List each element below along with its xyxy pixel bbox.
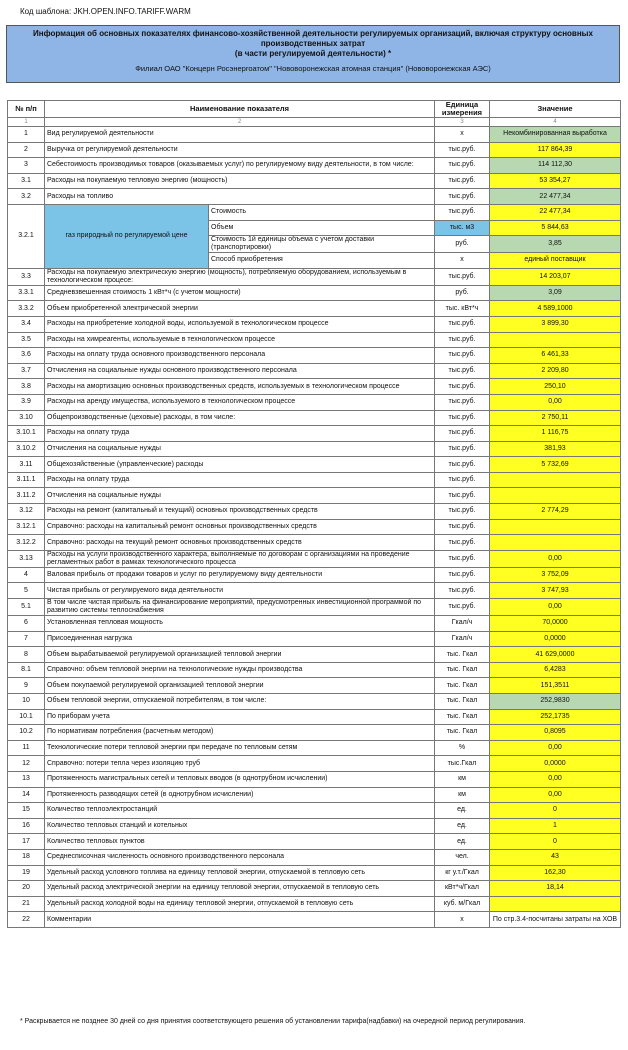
row-name: По нормативам потребления (расчетным методом) [45, 725, 435, 741]
row-value: 0,00 [490, 771, 621, 787]
row-unit: тыс. Гкал [435, 647, 490, 663]
table-row [8, 158, 621, 174]
row-value: 0,8095 [490, 725, 621, 741]
row-value: 252,9830 [490, 694, 621, 710]
row-value: 6,4283 [490, 662, 621, 678]
row-unit: тыс.руб. [435, 550, 490, 567]
table-row [8, 472, 621, 488]
row-number: 12 [8, 756, 45, 772]
row-name: Удельный расход условного топлива на единицу тепловой энергии, отпускаемой в тепловую сеть [45, 865, 435, 881]
table-row [8, 285, 621, 301]
table-row [8, 834, 621, 850]
table-row [8, 787, 621, 803]
row-number: 3.3.2 [8, 301, 45, 317]
table-row [8, 173, 621, 189]
fuel-sub-value: 5 844,63 [490, 220, 621, 236]
table-row [8, 662, 621, 678]
row-value: 53 354,27 [490, 173, 621, 189]
row-unit: тыс. Гкал [435, 662, 490, 678]
row-name: Расходы на амортизацию основных производственных средств, используемых в технологическом процессе [45, 379, 435, 395]
table-row [8, 426, 621, 442]
row-value: 0,0000 [490, 756, 621, 772]
row-value: 117 864,39 [490, 142, 621, 158]
table-row [8, 616, 621, 632]
table-row [8, 709, 621, 725]
row-unit: тыс.руб. [435, 535, 490, 551]
row-number: 3.13 [8, 550, 45, 567]
row-number: 11 [8, 740, 45, 756]
row-number: 3 [8, 158, 45, 174]
row-value: 250,10 [490, 379, 621, 395]
row-number: 3.6 [8, 348, 45, 364]
row-name: Чистая прибыль от регулируемого вида деятельности [45, 583, 435, 599]
row-value: 41 629,0000 [490, 647, 621, 663]
row-value: 0,00 [490, 740, 621, 756]
table-row [8, 631, 621, 647]
row-name: Справочно: расходы на текущий ремонт основных производственных средств [45, 535, 435, 551]
row-name: Комментарии [45, 912, 435, 928]
table-row [8, 756, 621, 772]
footnote: * Раскрывается не позднее 30 дней со дня принятия соответствующего решения об установлении тарифа(надбавки) на очередной период регулирования. [20, 1018, 526, 1025]
row-name: В том числе чистая прибыль на финансирование мероприятий, предусмотренных инвестиционной программой по развитию системы теплоснабжения [45, 599, 435, 616]
row-name: Протяженность магистральных сетей и тепловых вводов (в однотрубном исчислении) [45, 771, 435, 787]
template-code: Код шаблона: JKH.OPEN.INFO.TARIFF.WARM [20, 7, 191, 16]
col-name-header: Наименование показателя [45, 101, 435, 118]
row-name: Справочно: расходы на капитальный ремонт основных производственных средств [45, 519, 435, 535]
table-row [8, 678, 621, 694]
report-subtitle: (в части регулируемой деятельности) * [234, 49, 392, 58]
table-row [8, 301, 621, 317]
row-value: 3,09 [490, 285, 621, 301]
row-name: Объем приобретенной электрической энергии [45, 301, 435, 317]
fuel-sub-unit: тыс. м3 [435, 220, 490, 236]
row-unit: тыс.руб. [435, 599, 490, 616]
row-unit: чел. [435, 849, 490, 865]
row-name: Протяженность разводящих сетей (в однотрубном исчислении) [45, 787, 435, 803]
col-index: 4 [490, 118, 621, 127]
row-value: 0,0000 [490, 631, 621, 647]
table-row [8, 865, 621, 881]
row-value: 1 116,75 [490, 426, 621, 442]
fuel-sub-value: 3,85 [490, 236, 621, 253]
table-row [8, 332, 621, 348]
row-value: 4 589,1000 [490, 301, 621, 317]
row-name: Технологические потери тепловой энергии при передаче по тепловым сетям [45, 740, 435, 756]
row-name: Удельный расход холодной воды на единицу тепловой энергии, отпускаемой в тепловую сеть [45, 896, 435, 912]
row-unit: куб. м/Гкал [435, 896, 490, 912]
row-number: 3.12 [8, 504, 45, 520]
organization-name: Филиал ОАО "Концерн Росэнергоатом" "Нововоронежская атомная станция" (Нововоронежская АЭС) [135, 64, 491, 73]
row-unit: тыс. Гкал [435, 694, 490, 710]
row-value: 0 [490, 834, 621, 850]
row-name: Присоединенная нагрузка [45, 631, 435, 647]
row-unit: тыс.руб. [435, 316, 490, 332]
row-value: 0,00 [490, 394, 621, 410]
row-value [490, 535, 621, 551]
row-unit: тыс. кВт*ч [435, 301, 490, 317]
row-unit: тыс.руб. [435, 504, 490, 520]
row-name: Валовая прибыль от продажи товаров и услуг по регулируемому виду деятельности [45, 567, 435, 583]
row-value: 3 752,09 [490, 567, 621, 583]
row-unit: тыс.руб. [435, 332, 490, 348]
row-number: 3.1 [8, 173, 45, 189]
row-unit: тыс.руб. [435, 173, 490, 189]
row-number: 16 [8, 818, 45, 834]
fuel-subrow [8, 204, 621, 220]
table-row [8, 379, 621, 395]
row-unit: тыс. Гкал [435, 725, 490, 741]
row-number: 3.4 [8, 316, 45, 332]
row-number: 7 [8, 631, 45, 647]
row-unit: ед. [435, 803, 490, 819]
row-value: 22 477,34 [490, 189, 621, 205]
fuel-sub-unit: х [435, 253, 490, 269]
row-value: 151,3511 [490, 678, 621, 694]
row-value: 14 203,07 [490, 268, 621, 285]
col-index: 3 [435, 118, 490, 127]
row-value: 3 899,30 [490, 316, 621, 332]
row-name: Отчисления на социальные нужды основного производственного персонала [45, 363, 435, 379]
row-name: Расходы на топливо [45, 189, 435, 205]
row-value [490, 488, 621, 504]
row-unit: кг у.т./Гкал [435, 865, 490, 881]
table-row [8, 550, 621, 567]
fuel-sub-label: Объем [209, 220, 435, 236]
row-value: 0,00 [490, 599, 621, 616]
row-value [490, 519, 621, 535]
table-row [8, 725, 621, 741]
fuel-sub-label: Способ приобретения [209, 253, 435, 269]
row-value [490, 896, 621, 912]
row-unit: км [435, 771, 490, 787]
row-number: 15 [8, 803, 45, 819]
row-number: 3.8 [8, 379, 45, 395]
row-unit: тыс.руб. [435, 583, 490, 599]
row-name: Количество тепловых пунктов [45, 834, 435, 850]
row-name: Расходы на химреагенты, используемые в технологическом процессе [45, 332, 435, 348]
row-number: 14 [8, 787, 45, 803]
row-name: Выручка от регулируемой деятельности [45, 142, 435, 158]
table-row [8, 189, 621, 205]
col-unit-header: Единица измерения [435, 101, 490, 118]
row-name: Расходы на покупаемую тепловую энергию (мощность) [45, 173, 435, 189]
table-row [8, 849, 621, 865]
report-title: Информация об основных показателях финансово-хозяйственной деятельности регулируемых организаций, включая структуру основных производственных затрат [33, 29, 593, 48]
row-unit: тыс.руб. [435, 519, 490, 535]
row-name: По приборам учета [45, 709, 435, 725]
row-name: Общехозяйственные (управленческие) расходы [45, 457, 435, 473]
table-row [8, 818, 621, 834]
table-row [8, 896, 621, 912]
row-unit: тыс.руб. [435, 567, 490, 583]
row-unit: кВт*ч/Гкал [435, 881, 490, 897]
fuel-sub-unit: руб. [435, 236, 490, 253]
row-number: 3.10.1 [8, 426, 45, 442]
row-number: 5.1 [8, 599, 45, 616]
table-row [8, 457, 621, 473]
row-number: 5 [8, 583, 45, 599]
row-unit: Гкал/ч [435, 616, 490, 632]
row-number: 3.11.2 [8, 488, 45, 504]
row-number: 18 [8, 849, 45, 865]
row-number: 20 [8, 881, 45, 897]
row-number: 1 [8, 127, 45, 143]
row-unit: х [435, 127, 490, 143]
row-number: 3.7 [8, 363, 45, 379]
row-value: 0 [490, 803, 621, 819]
row-unit: тыс.руб. [435, 363, 490, 379]
row-value: 381,93 [490, 441, 621, 457]
row-name: Отчисления на социальные нужды [45, 488, 435, 504]
row-number: 3.2 [8, 189, 45, 205]
row-name: Справочно: объем тепловой энергии на технологические нужды производства [45, 662, 435, 678]
row-number: 10.2 [8, 725, 45, 741]
table-row [8, 316, 621, 332]
row-unit: тыс.руб. [435, 158, 490, 174]
table-row [8, 519, 621, 535]
row-name: Расходы на приобретение холодной воды, используемой в технологическом процессе [45, 316, 435, 332]
row-name: Справочно: потери тепла через изоляцию труб [45, 756, 435, 772]
table-row [8, 803, 621, 819]
row-value: 162,30 [490, 865, 621, 881]
row-name: Объем вырабатываемой регулируемой организацией тепловой энергии [45, 647, 435, 663]
row-value [490, 472, 621, 488]
row-name: Среднесписочная численность основного производственного персонала [45, 849, 435, 865]
row-unit: тыс.руб. [435, 457, 490, 473]
row-number: 6 [8, 616, 45, 632]
row-number: 3.9 [8, 394, 45, 410]
row-number: 8.1 [8, 662, 45, 678]
row-number: 4 [8, 567, 45, 583]
table-row [8, 912, 621, 928]
row-name: Количество теплоэлектростанций [45, 803, 435, 819]
table-row [8, 740, 621, 756]
row-number: 3.12.2 [8, 535, 45, 551]
fuel-sub-unit: тыс.руб. [435, 204, 490, 220]
table-row [8, 127, 621, 143]
row-number: 3.3.1 [8, 285, 45, 301]
table-row [8, 535, 621, 551]
row-value: 5 732,69 [490, 457, 621, 473]
row-unit: тыс. Гкал [435, 709, 490, 725]
row-number: 3.10 [8, 410, 45, 426]
row-unit: тыс.руб. [435, 379, 490, 395]
row-name: Расходы на оплату труда основного производственного персонала [45, 348, 435, 364]
row-name: Себестоимость производимых товаров (оказываемых услуг) по регулируемому виду деятельности, в том числе: [45, 158, 435, 174]
row-number: 13 [8, 771, 45, 787]
table-row [8, 694, 621, 710]
row-unit: ед. [435, 834, 490, 850]
col-num-header: № п/п [8, 101, 45, 118]
row-name: Средневзвешенная стоимость 1 кВт*ч (с учетом мощности) [45, 285, 435, 301]
row-number: 3.5 [8, 332, 45, 348]
row-name: Общепроизводственные (цеховые) расходы, в том числе: [45, 410, 435, 426]
fuel-sub-value: 22 477,34 [490, 204, 621, 220]
row-unit: тыс.руб. [435, 268, 490, 285]
row-value [490, 332, 621, 348]
fuel-sub-label: Стоимость [209, 204, 435, 220]
table-row [8, 394, 621, 410]
row-number: 22 [8, 912, 45, 928]
row-unit: тыс. Гкал [435, 678, 490, 694]
row-unit: тыс.руб. [435, 488, 490, 504]
row-number: 21 [8, 896, 45, 912]
row-unit: тыс.Гкал [435, 756, 490, 772]
row-value: По стр.3.4-посчитаны затраты на ХОВ [490, 912, 621, 928]
col-value-header: Значение [490, 101, 621, 118]
row-name: Расходы на оплату труда [45, 426, 435, 442]
row-value: 2 209,80 [490, 363, 621, 379]
table-row [8, 881, 621, 897]
row-number: 10 [8, 694, 45, 710]
row-value: 114 112,30 [490, 158, 621, 174]
row-unit: тыс.руб. [435, 348, 490, 364]
table-row [8, 488, 621, 504]
row-unit: тыс.руб. [435, 189, 490, 205]
row-number: 9 [8, 678, 45, 694]
fuel-sub-value: единый поставщик [490, 253, 621, 269]
row-number: 3.10.2 [8, 441, 45, 457]
row-unit: тыс.руб. [435, 472, 490, 488]
row-value: 70,0000 [490, 616, 621, 632]
indicators-table [7, 100, 621, 928]
row-number: 10.1 [8, 709, 45, 725]
row-value: 2 774,29 [490, 504, 621, 520]
table-row [8, 567, 621, 583]
fuel-name: газ природный по регулируемой цене [45, 204, 209, 268]
row-unit: х [435, 912, 490, 928]
row-name: Расходы на аренду имущества, используемого в технологическом процессе [45, 394, 435, 410]
row-name: Расходы на услуги производственного характера, выполняемые по договорам с организациями на проведение регламентных работ в рамках технологического процесса [45, 550, 435, 567]
row-number: 17 [8, 834, 45, 850]
row-name: Количество тепловых станций и котельных [45, 818, 435, 834]
row-number: 3.11 [8, 457, 45, 473]
row-value: 1 [490, 818, 621, 834]
row-value: 6 461,33 [490, 348, 621, 364]
row-number: 8 [8, 647, 45, 663]
table-row [8, 583, 621, 599]
report-header [6, 25, 620, 83]
table-row [8, 268, 621, 285]
row-name: Объем тепловой энергии, отпускаемой потребителям, в том числе: [45, 694, 435, 710]
row-value: 2 750,11 [490, 410, 621, 426]
row-name: Расходы на ремонт (капитальный и текущий) основных производственных средств [45, 504, 435, 520]
fuel-number: 3.2.1 [8, 204, 45, 268]
row-name: Вид регулируемой деятельности [45, 127, 435, 143]
table-row [8, 142, 621, 158]
table-row [8, 441, 621, 457]
row-unit: тыс.руб. [435, 426, 490, 442]
row-unit: км [435, 787, 490, 803]
table-row [8, 771, 621, 787]
row-unit: ед. [435, 818, 490, 834]
row-number: 19 [8, 865, 45, 881]
row-value: 0,00 [490, 550, 621, 567]
row-unit: тыс.руб. [435, 410, 490, 426]
row-number: 3.12.1 [8, 519, 45, 535]
row-unit: тыс.руб. [435, 441, 490, 457]
row-unit: руб. [435, 285, 490, 301]
row-value: 18,14 [490, 881, 621, 897]
row-unit: тыс.руб. [435, 142, 490, 158]
table-row [8, 410, 621, 426]
row-unit: Гкал/ч [435, 631, 490, 647]
row-value: 43 [490, 849, 621, 865]
row-unit: тыс.руб. [435, 394, 490, 410]
row-value: 0,00 [490, 787, 621, 803]
table-row [8, 363, 621, 379]
row-name: Удельный расход электрической энергии на единицу тепловой энергии, отпускаемой в тепловую сеть [45, 881, 435, 897]
row-number: 3.3 [8, 268, 45, 285]
row-value: Некомбинированная выработка [490, 127, 621, 143]
fuel-sub-label: Стоимость 1й единицы объема с учетом доставки (транспортировки) [209, 236, 435, 253]
row-unit: % [435, 740, 490, 756]
row-number: 2 [8, 142, 45, 158]
col-index: 1 [8, 118, 45, 127]
table-row [8, 348, 621, 364]
row-name: Объем покупаемой регулируемой организацией тепловой энергии [45, 678, 435, 694]
row-number: 3.11.1 [8, 472, 45, 488]
table-row [8, 599, 621, 616]
row-value: 3 747,93 [490, 583, 621, 599]
row-name: Отчисления на социальные нужды [45, 441, 435, 457]
row-name: Установленная тепловая мощность [45, 616, 435, 632]
table-row [8, 504, 621, 520]
row-value: 252,1735 [490, 709, 621, 725]
row-name: Расходы на оплату труда [45, 472, 435, 488]
col-index: 2 [45, 118, 435, 127]
table-row [8, 647, 621, 663]
row-name: Расходы на покупаемую электрическую энергию (мощность), потребляемую оборудованием, используемым в технологическом процесе: [45, 268, 435, 285]
